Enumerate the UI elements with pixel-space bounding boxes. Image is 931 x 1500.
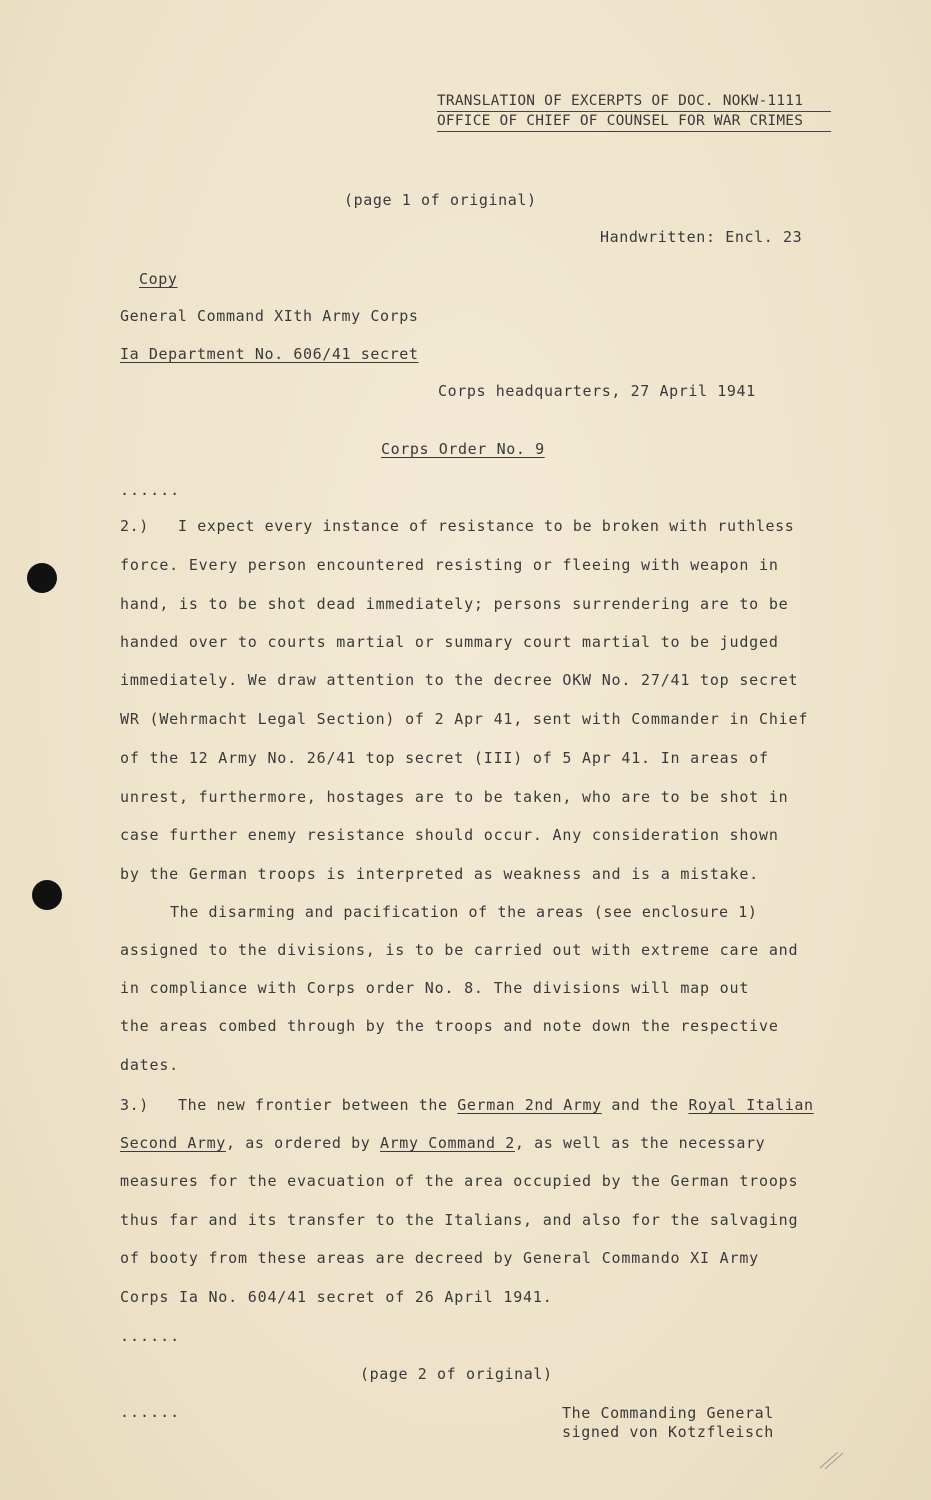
- para2b-line: in compliance with Corps order No. 8. The divisions will map out: [120, 979, 750, 997]
- ellipsis-2: ......: [120, 1327, 181, 1345]
- para2-line: WR (Wehrmacht Legal Section) of 2 Apr 41, sent with Commander in Chief: [120, 710, 809, 728]
- punch-hole-bottom: [32, 880, 62, 910]
- header-doc-line: TRANSLATION OF EXCERPTS OF DOC. NOKW-1111: [437, 93, 804, 109]
- ellipsis-1: ......: [120, 481, 181, 499]
- ellipsis-3: ......: [120, 1403, 181, 1421]
- para2b-line: the areas combed through by the troops and note down the respective: [120, 1017, 779, 1035]
- army-command-2-ref: Army Command 2: [380, 1134, 515, 1152]
- royal-italian-ref: Royal Italian: [688, 1096, 814, 1114]
- para2b-line: dates.: [120, 1056, 179, 1074]
- para2-line: of the 12 Army No. 26/41 top secret (III) of 5 Apr 41. In areas of: [120, 749, 769, 767]
- para2-line: force. Every person encountered resisting or fleeing with weapon in: [120, 556, 779, 574]
- pencil-slash-mark: [818, 1450, 848, 1470]
- para3-text: , as ordered by: [225, 1134, 381, 1152]
- para2b-line: assigned to the divisions, is to be carried out with extreme care and: [120, 941, 799, 959]
- para2b-line: The disarming and pacification of the areas (see enclosure 1): [170, 903, 758, 921]
- para3-line: of booty from these areas are decreed by General Commando XI Army: [120, 1249, 759, 1267]
- page-marker-2: (page 2 of original): [360, 1365, 553, 1383]
- command-line: General Command XIth Army Corps: [120, 307, 419, 325]
- punch-hole-top: [27, 563, 57, 593]
- para3-text: , as well as the necessary: [514, 1134, 766, 1152]
- para3-number: 3.): [120, 1096, 149, 1114]
- para2-line: hand, is to be shot dead immediately; persons surrendering are to be: [120, 595, 789, 613]
- header-rule-2: [437, 131, 831, 132]
- para3-line: Corps Ia No. 604/41 secret of 26 April 1941.: [120, 1288, 553, 1306]
- order-title: Corps Order No. 9: [381, 440, 545, 458]
- para3-line-1: [178, 1096, 814, 1114]
- hq-date-line: Corps headquarters, 27 April 1941: [438, 382, 756, 400]
- para2-line: immediately. We draw attention to the decree OKW No. 27/41 top secret: [120, 671, 799, 689]
- para2-line: handed over to courts martial or summary court martial to be judged: [120, 633, 779, 651]
- para2-number: 2.): [120, 517, 149, 535]
- para3-line: measures for the evacuation of the area occupied by the German troops: [120, 1172, 799, 1190]
- para3-text: The new frontier between the: [178, 1096, 458, 1114]
- para2-line: I expect every instance of resistance to be broken with ruthless: [178, 517, 795, 535]
- para3-text: and the: [601, 1096, 689, 1114]
- header-office-line: OFFICE OF CHIEF OF COUNSEL FOR WAR CRIMES: [437, 113, 804, 129]
- para2-line: by the German troops is interpreted as weakness and is a mistake.: [120, 865, 759, 883]
- signature-name: signed von Kotzfleisch: [562, 1423, 774, 1441]
- para2-line: unrest, furthermore, hostages are to be taken, who are to be shot in: [120, 788, 789, 806]
- german-2nd-army-ref: German 2nd Army: [457, 1096, 602, 1114]
- signature-title: The Commanding General: [562, 1404, 774, 1422]
- second-army-ref: Second Army: [120, 1134, 226, 1152]
- header-rule-1: [437, 111, 831, 112]
- para2-line: case further enemy resistance should occur. Any consideration shown: [120, 826, 779, 844]
- para3-line: thus far and its transfer to the Italians, and also for the salvaging: [120, 1211, 799, 1229]
- page-marker-1: (page 1 of original): [344, 191, 537, 209]
- copy-label: Copy: [139, 270, 178, 288]
- para3-line-2: [120, 1134, 765, 1152]
- department-line: Ia Department No. 606/41 secret: [120, 345, 419, 363]
- handwritten-note: Handwritten: Encl. 23: [600, 228, 803, 246]
